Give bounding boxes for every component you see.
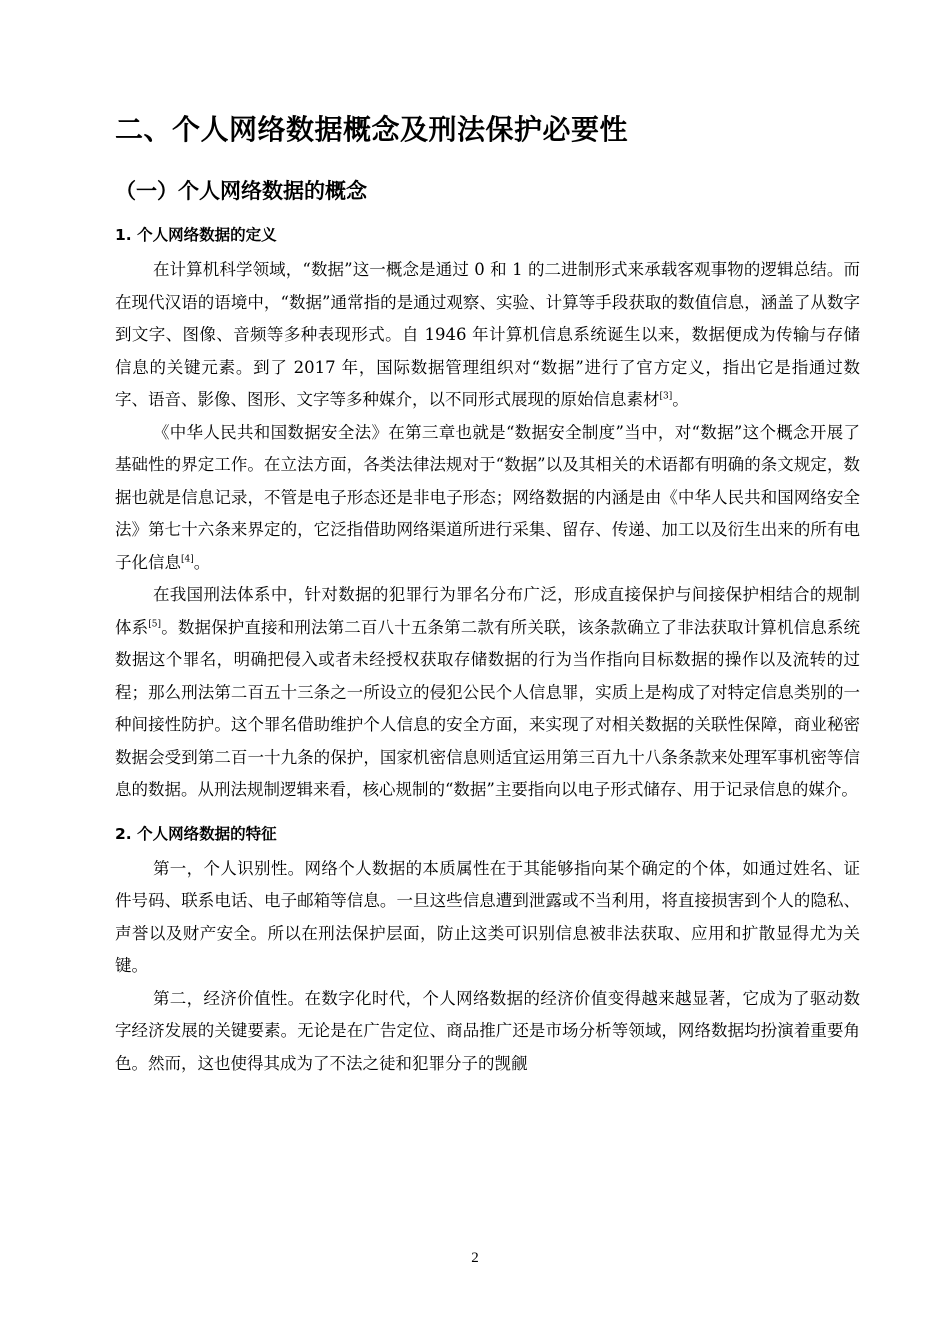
- paragraph: [115, 579, 860, 807]
- citation-reference[interactable]: [3]: [659, 391, 673, 402]
- section-title: （一）个人网络数据的概念: [115, 179, 367, 203]
- paragraph: [115, 983, 860, 1081]
- paragraph-text-tail: 。: [193, 552, 211, 572]
- subsection-title-definition: 1. 个人网络数据的定义: [115, 226, 277, 244]
- paragraph: [115, 417, 860, 580]
- paragraph: [115, 853, 860, 983]
- page-number: 2: [471, 1250, 479, 1266]
- section-spacer: [115, 807, 860, 823]
- citation-reference[interactable]: [4]: [181, 554, 194, 564]
- paragraph-text-tail: 。数据保护直接和刑法第二百八十五条第二款有所关联，该条款确立了非法获取计算机信息系统数据这个罪名，明确把侵入或者未经授权获取存储数据的行为当作指向目标数据的操作以及流转的过程；那么刑法第二百五十三条之一所设立的侵犯公民个人信息罪，实质上是构成了对特定信息类别的一种间接性防护。这个罪名借助维护个人信息的安全方面，来实现了对相关数据的关联性保障，商业秘密数据会受到第二百一十九条的保护，国家机密信息则适宜运用第三百九十八条条款来处理军事机密等信息的数据。从刑法规制逻辑来看，核心规制的“数据”主要指向以电子形式储存、用于记录信息的媒介。: [115, 617, 861, 799]
- paragraph: [115, 254, 860, 417]
- chapter-title: 二、个人网络数据概念及刑法保护必要性: [115, 113, 629, 146]
- page-content: [115, 110, 860, 1080]
- paragraph-text: 《中华人民共和国数据安全法》在第三章也就是“数据安全制度”当中，对“数据”这个概念开展了基础性的界定工作。在立法方面，各类法律法规对于“数据”以及其相关的术语都有明确的条文规定，数据也就是信息记录，不管是电子形态还是非电子形态；网络数据的内涵是由《中华人民共和国网络安全法》第七十六条来界定的，它泛指借助网络渠道所进行采集、留存、传递、加工以及衍生出来的所有电子化信息: [115, 422, 860, 572]
- citation-reference[interactable]: [5]: [148, 619, 162, 629]
- paragraph-text: 在我国刑法体系中，针对数据的犯罪行为罪名分布广泛，形成直接保护与间接保护相结合的规制体系: [115, 585, 860, 637]
- paragraph-text: 第一，个人识别性。网络个人数据的本质属性在于其能够指向某个确定的个体，如通过姓名、证件号码、联系电话、电子邮箱等信息。一旦这些信息遭到泄露或不当利用，将直接损害到个人的隐私、声誉以及财产安全。所以在刑法保护层面，防止这类可识别信息被非法获取、应用和扩散显得尤为关键。: [115, 858, 860, 975]
- paragraph-text: 第二，经济价值性。在数字化时代，个人网络数据的经济价值变得越来越显著，它成为了驱动数字经济发展的关键要素。无论是在广告定位、商品推广还是市场分析等领域，网络数据均扮演着重要角色。然而，这也使得其成为了不法之徒和犯罪分子的觊觎: [115, 988, 860, 1073]
- subsection-title-features: 2. 个人网络数据的特征: [115, 824, 277, 843]
- paragraph-text-tail: 。: [672, 390, 689, 409]
- paragraph-text: 在计算机科学领域，“数据”这一概念是通过 0 和 1 的二进制形式来承载客观事物的逻辑总结。而在现代汉语的语境中，“数据”通常指的是通过观察、实验、计算等手段获取的数值信息，涵盖了从数字到文字、图像、音频等多种表现形式。自 1946 年计算机信息系统诞生以来，数据便成为传输与存储信息的关键元素。到了 2017 年，国际数据管理组织对“数据”进行了官方定义，指出它是指通过数字、语音、影像、图形、文字等多种媒介，以不同形式展现的原始信息素材: [115, 260, 860, 409]
